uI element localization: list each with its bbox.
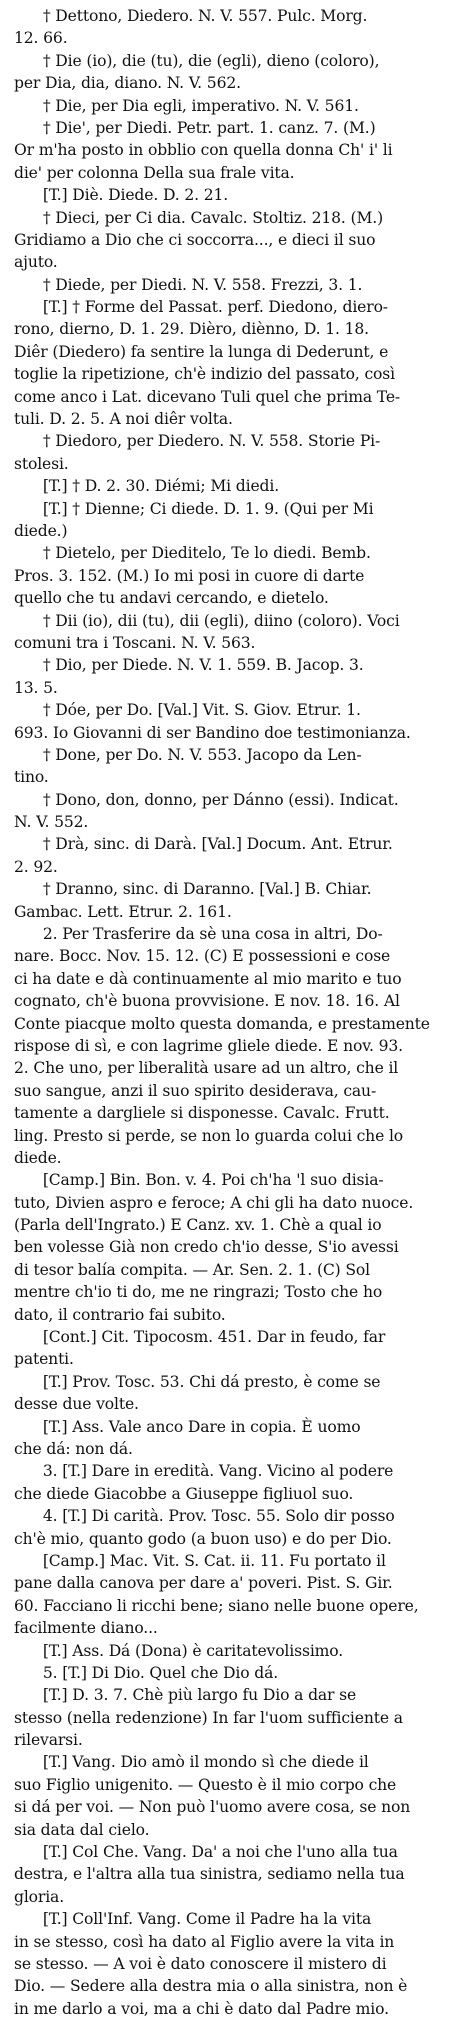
- text-line: † Dio, per Diede. N. V. 1. 559. B. Jacop. 3.: [14, 656, 364, 675]
- text-line: Pros. 3. 152. (M.) Io mi posi in cuore di darte: [14, 566, 365, 585]
- text-line: Diêr (Diedero) fa sentire la lunga di Dederunt, e: [14, 342, 389, 361]
- dictionary-text-column: [14, 5, 467, 2020]
- text-line: [T.] † D. 2. 30. Diémi; Mi diedi.: [14, 477, 280, 496]
- text-line: diede.: [14, 1148, 62, 1167]
- text-line: [T.] † Dienne; Ci diede. D. 1. 9. (Qui per Mi: [14, 499, 374, 518]
- text-line: † Dettono, Diedero. N. V. 557. Pulc. Morg.: [14, 7, 368, 25]
- text-line: 2. 92.: [14, 857, 58, 876]
- text-line: di tesor balía compita. — Ar. Sen. 2. 1. (C) Sol: [14, 1260, 371, 1279]
- text-line: [T.] Diè. Diede. D. 2. 21.: [14, 186, 229, 205]
- text-line: in se stesso, così ha dato al Figlio avere la vita in: [14, 1932, 395, 1951]
- text-line: [T.] Coll'Inf. Vang. Come il Padre ha la vita: [14, 1910, 372, 1929]
- text-line: † Dono, don, donno, per Dánno (essi). Indicat.: [14, 790, 399, 809]
- text-line: sia data dal cielo.: [14, 1820, 150, 1839]
- text-line: facilmente diano...: [14, 1619, 158, 1638]
- text-line: 3. [T.] Dare in eredità. Vang. Vicino al podere: [14, 1462, 394, 1481]
- text-line: rono, dierno, D. 1. 29. Dièro, diènno, D. 1. 18.: [14, 320, 369, 339]
- text-line: 2. Che uno, per liberalità usare ad un altro, che il: [14, 1059, 399, 1078]
- text-line: ajuto.: [14, 253, 58, 272]
- text-line: tuli. D. 2. 5. A noi diêr volta.: [14, 410, 233, 429]
- text-line: [T.] Vang. Dio amò il mondo sì che diede il: [14, 1753, 369, 1772]
- text-line: [Camp.] Bin. Bon. v. 4. Poi ch'ha 'l suo disia-: [14, 1171, 384, 1190]
- text-line: [T.] D. 3. 7. Chè più largo fu Dio a dar se: [14, 1686, 357, 1705]
- text-line: † Dieci, per Ci dia. Cavalc. Stoltiz. 218. (M.): [14, 208, 384, 227]
- text-line: 13. 5.: [14, 678, 58, 697]
- text-line: † Dietelo, per Dieditelo, Te lo diedi. Bemb.: [14, 544, 371, 563]
- text-line: in me darlo a voi, ma a chi è dato dal Padre mio.: [14, 1999, 389, 2018]
- text-line: Gambac. Lett. Etrur. 2. 161.: [14, 902, 232, 921]
- text-line: [Cont.] Cit. Tipocosm. 451. Dar in feudo, far: [14, 1328, 386, 1347]
- text-line: patenti.: [14, 1350, 74, 1369]
- text-line: stesso (nella redenzione) In far l'uom sufficiente a: [14, 1708, 403, 1727]
- text-line: mentre ch'io ti do, me ne ringrazi; Tosto che ho: [14, 1283, 383, 1302]
- text-line: † Die (io), die (tu), die (egli), dieno (coloro),: [14, 51, 380, 70]
- text-line: † Dii (io), dii (tu), dii (egli), diino (coloro). Voci: [14, 611, 400, 630]
- text-line: per Dia, dia, diano. N. V. 562.: [14, 74, 241, 93]
- text-line: comuni tra i Toscani. N. V. 563.: [14, 633, 256, 652]
- text-line: pane dalla canova per dare a' poveri. Pist. S. Gir.: [14, 1574, 393, 1593]
- text-line: [T.] † Forme del Passat. perf. Diedono, diero-: [14, 298, 388, 317]
- text-line: desse due volte.: [14, 1395, 139, 1414]
- text-line: gloria.: [14, 1887, 65, 1906]
- text-line: 12. 66.: [14, 29, 68, 48]
- text-line: tamente a dargliele si disponesse. Cavalc. Frutt.: [14, 1104, 390, 1123]
- text-line: si dá per voi. — Non può l'uomo avere cosa, se non: [14, 1798, 411, 1817]
- text-line: suo sangue, anzi il suo spirito desiderava, cau-: [14, 1081, 377, 1100]
- text-line: 2. Per Trasferire da sè una cosa in altri, Do-: [14, 925, 383, 944]
- text-line: tuto, Divien aspro e feroce; A chi gli ha dato nuoce.: [14, 1193, 414, 1212]
- text-line: [Camp.] Mac. Vit. S. Cat. ii. 11. Fu portato il: [14, 1551, 386, 1570]
- text-line: Or m'ha posto in obblio con quella donna Ch' i' li: [14, 141, 393, 160]
- text-line: nare. Bocc. Nov. 15. 12. (C) E possessioni e cose: [14, 947, 391, 966]
- text-line: † Diedoro, per Diedero. N. V. 558. Storie Pi-: [14, 432, 381, 451]
- text-line: Dio. — Sedere alla destra mia o alla sinistra, non è: [14, 1977, 408, 1996]
- text-line: dato, il contrario fai subito.: [14, 1305, 226, 1324]
- text-line: † Drà, sinc. di Darà. [Val.] Docum. Ant. Etrur.: [14, 835, 393, 854]
- text-line: 5. [T.] Di Dio. Quel che Dio dá.: [14, 1663, 279, 1682]
- text-line: † Die, per Dia egli, imperativo. N. V. 561.: [14, 96, 359, 115]
- text-line: † Dranno, sinc. di Daranno. [Val.] B. Chiar.: [14, 880, 372, 899]
- text-line: quello che tu andavi cercando, e dietelo.: [14, 589, 329, 608]
- text-line: rispose di sì, e con lagrime gliele diede. E nov. 93.: [14, 1036, 403, 1055]
- text-line: 60. Facciano li ricchi bene; siano nelle buone opere,: [14, 1596, 419, 1615]
- text-line: † Diede, per Diedi. N. V. 558. Frezzi, 3. 1.: [14, 275, 363, 294]
- text-line: ch'è mio, quanto godo (a buon uso) e do per Dio.: [14, 1529, 392, 1548]
- text-line: † Done, per Do. N. V. 553. Jacopo da Len-: [14, 745, 362, 764]
- text-line: 4. [T.] Di carità. Prov. Tosc. 55. Solo dir posso: [14, 1507, 395, 1526]
- text-line: tino.: [14, 768, 49, 787]
- text-line: Gridiamo a Dio che ci soccorra..., e dieci il suo: [14, 230, 376, 249]
- text-line: [T.] Ass. Dá (Dona) è caritatevolissimo.: [14, 1641, 344, 1660]
- text-line: N. V. 552.: [14, 813, 89, 832]
- text-line: stolesi.: [14, 454, 69, 473]
- text-line: rilevarsi.: [14, 1731, 83, 1750]
- text-line: diede.): [14, 521, 68, 540]
- text-line: (Parla dell'Ingrato.) E Canz. xv. 1. Chè a qual io: [14, 1216, 382, 1235]
- text-line: che diede Giacobbe a Giuseppe figliuol suo.: [14, 1484, 354, 1503]
- text-line: ling. Presto si perde, se non lo guarda colui che lo: [14, 1126, 404, 1145]
- text-line: 693. Io Giovanni di ser Bandino doe testimonianza.: [14, 723, 411, 742]
- text-line: cognato, ch'è buona provvisione. E nov. 18. 16. Al: [14, 992, 400, 1011]
- text-line: toglie la ripetizione, ch'è indizio del passato, così: [14, 365, 395, 384]
- text-line: ci ha date e dà continuamente al mio marito e tuo: [14, 969, 402, 988]
- text-line: † Die', per Diedi. Petr. part. 1. canz. 7. (M.): [14, 118, 376, 137]
- text-line: [T.] Col Che. Vang. Da' a noi che l'uno alla tua: [14, 1843, 398, 1862]
- text-line: ben volesse Già non credo ch'io desse, S'io avessi: [14, 1238, 399, 1257]
- text-line: [T.] Prov. Tosc. 53. Chi dá presto, è come se: [14, 1372, 381, 1391]
- text-line: † Dóe, per Do. [Val.] Vit. S. Giov. Etrur. 1.: [14, 701, 361, 720]
- text-line: die' per colonna Della sua frale vita.: [14, 163, 295, 182]
- text-line: suo Figlio unigenito. — Questo è il mio corpo che: [14, 1775, 397, 1794]
- text-line: Conte piacque molto questa domanda, e prestamente: [14, 1014, 430, 1033]
- text-line: se stesso. — A voi è dato conoscere il mistero di: [14, 1954, 387, 1973]
- text-line: che dá: non dá.: [14, 1440, 133, 1458]
- text-line: destra, e l'altra alla tua sinistra, sediamo nella tua: [14, 1865, 405, 1884]
- text-line: [T.] Ass. Vale anco Dare in copia. È uomo: [14, 1417, 361, 1436]
- text-line: come anco i Lat. dicevano Tuli quel che prima Te-: [14, 387, 401, 406]
